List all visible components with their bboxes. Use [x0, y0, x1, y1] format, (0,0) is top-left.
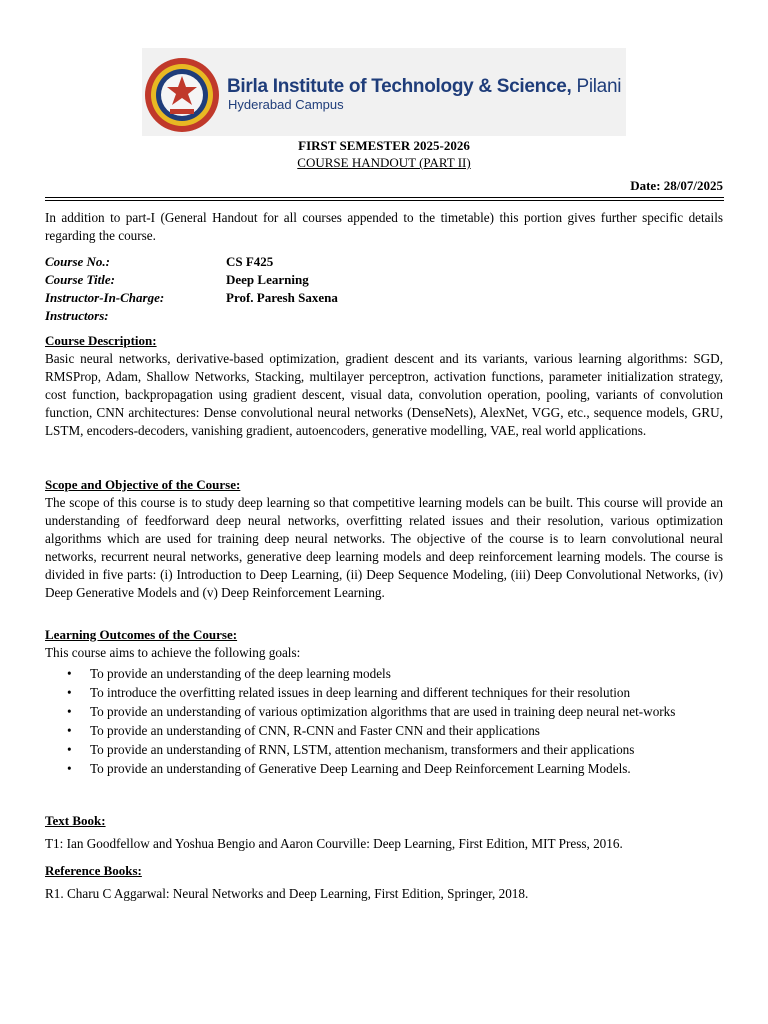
- campus-name: Hyderabad Campus: [228, 97, 344, 112]
- course-description-heading: Course Description:: [45, 333, 157, 348]
- list-item: • To provide an understanding of the deep learning models: [45, 664, 723, 683]
- learning-outcomes-list: [45, 664, 723, 778]
- course-title-value: Deep Learning: [226, 272, 309, 287]
- scope-text: The scope of this course is to study deep learning so that competitive learning models can be built. This course will provide an understanding of feedforward deep neural networks, overfitting related issues and their resolution, various optimization algorithms which are used for training deep neural networks. The objective of the course is to learn convolutional neural networks, recurrent neural networks, generative deep learning models and deep reinforcement learning models. The course is divided in five parts: (i) Introduction to Deep Learning, (ii) Deep Sequence Modeling, (iii) Deep Convolutional Networks, (iv) Deep Generative Models and (v) Deep Reinforcement Learning.: [45, 495, 723, 600]
- course-description-text: Basic neural networks, derivative-based optimization, gradient descent and its variants, various learning algorithms: SGD, RMSProp, Adam, Shallow Networks, Stacking, multilayer perceptron, activation functions, parameter initialization strategy, cost function, backpropagation using gradient descent, visual data, convolution operation, pooling, variants of convolution function, CNN architectures: Dense convolutional neural networks (DenseNets), AlexNet, VGG, etc., sequence models, GRU, LSTM, encoders-decoders, vanishing gradient, autoencoders, generative modelling, VAE, real world applications.: [45, 351, 723, 438]
- bits-pilani-seal-icon: [144, 57, 220, 133]
- course-no-label: Course No.:: [45, 254, 111, 269]
- double-divider: [45, 197, 724, 201]
- list-item: • To provide an understanding of CNN, R-CNN and Faster CNN and their applications: [45, 721, 723, 740]
- instructors-label: Instructors:: [45, 308, 109, 323]
- text-book-heading: Text Book:: [45, 813, 106, 828]
- list-item: • To provide an understanding of various optimization algorithms that are used in training deep neural net-works: [45, 702, 723, 721]
- list-item: • To provide an understanding of Generative Deep Learning and Deep Reinforcement Learning Models.: [45, 759, 723, 778]
- text-book-entry: T1: Ian Goodfellow and Yoshua Bengio and Aaron Courville: Deep Learning, First Edition, MIT Press, 2016.: [45, 836, 623, 851]
- course-no-value: CS F425: [226, 254, 274, 269]
- handout-date: Date: 28/07/2025: [630, 178, 723, 193]
- reference-books-heading: Reference Books:: [45, 863, 142, 878]
- handout-title: COURSE HANDOUT (PART II): [297, 155, 471, 170]
- instructor-in-charge-value: Prof. Paresh Saxena: [226, 290, 338, 305]
- institute-name-suffix: Pilani: [576, 76, 622, 97]
- learning-outcomes-heading: Learning Outcomes of the Course:: [45, 627, 238, 642]
- reference-book-entry: R1. Charu C Aggarwal: Neural Networks and Deep Learning, First Edition, Springer, 2018.: [45, 886, 529, 901]
- institute-name: Birla Institute of Technology & Science, Pilani: [227, 76, 622, 97]
- semester-title: FIRST SEMESTER 2025-2026: [298, 138, 470, 153]
- scope-heading: Scope and Objective of the Course:: [45, 477, 241, 492]
- intro-paragraph: In addition to part-I (General Handout for all courses appended to the timetable) this portion gives further specific details regarding the course.: [45, 210, 723, 243]
- learning-outcomes-intro: This course aims to achieve the following goals:: [45, 645, 301, 660]
- instructor-in-charge-label: Instructor-In-Charge:: [45, 290, 165, 305]
- list-item: • To provide an understanding of RNN, LSTM, attention mechanism, transformers and their applications: [45, 740, 723, 759]
- course-title-label: Course Title:: [45, 272, 115, 287]
- list-item: • To introduce the overfitting related issues in deep learning and different techniques for their resolution: [45, 683, 723, 702]
